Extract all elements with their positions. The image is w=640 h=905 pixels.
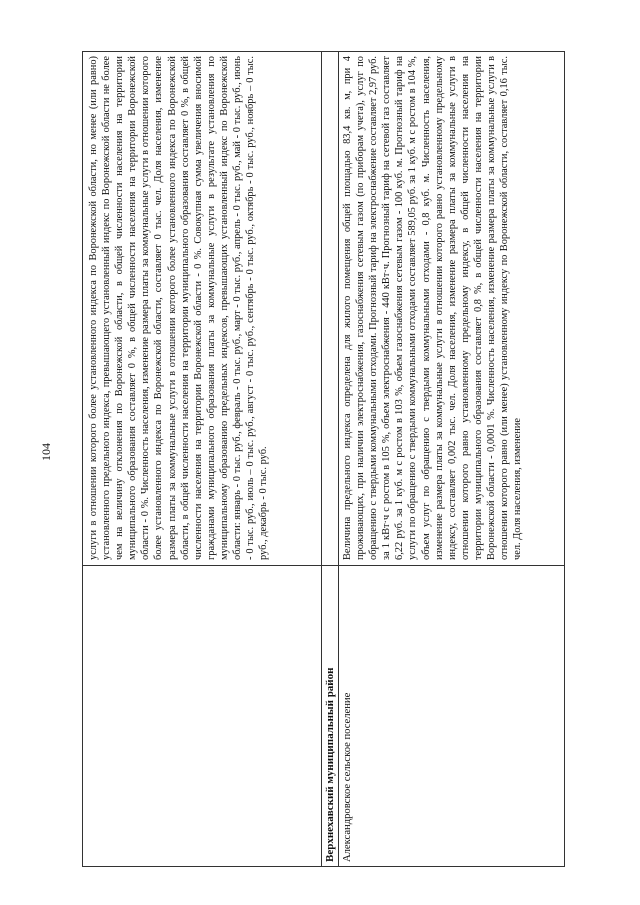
rotated-table-wrapper bbox=[82, 51, 565, 867]
page-number: 104 bbox=[39, 443, 53, 461]
prev-row-text: услуги в отношении которого более установленного индекса по Воронежской области, но менее (или равно) установленного предельного индекса, превышающего установленный индекс по Воронежской области не более чем на величину отклонения по Воронежской области, в общей численности населения на территории муниципального образования составляет 0 %, в общей численности населения на территории Воронежской области - 0 %. Численность населения, изменение размера платы за коммунальные услуги в отношении которого более установленного индекса по Воронежской области, составляет 0 тыс. чел. Доля населения, изменение размера платы за коммунальные услуги в отношении которого более установленного индекса по Воронежской области, в общей численности населения на территории муниципального образования составляет 0 %, в общей численности населения на территории Воронежской области - 0 %. Совокупная сумма увеличения вносимой гражданами муниципального образования платы за коммунальные услуги в результате установления по муниципальному образованию предельных индексов, превышающих установленный индекс по Воронежской области: январь - 0 тыс. руб., февраль - 0 тыс. руб., март - 0 тыс. руб., апрель - 0 тыс. руб., май - 0 тыс. руб., июнь - 0 тыс. руб., июль – 0 тыс. руб., август - 0 тыс. руб., сентябрь - 0 тыс. руб., октябрь - 0 тыс. руб., ноябрь – 0 тыс. руб., декабрь - 0 тыс. руб. bbox=[88, 56, 270, 560]
district-header: Верхнехавский муниципальный район bbox=[324, 667, 336, 862]
table-grid bbox=[82, 51, 565, 867]
rotated-table bbox=[82, 51, 565, 867]
row-divider-1 bbox=[321, 52, 322, 866]
column-divider bbox=[83, 565, 564, 566]
row-divider-2 bbox=[338, 52, 339, 866]
settlement-name: Александровское сельское поселение bbox=[342, 692, 353, 862]
settlement-text: Величина предельного индекса определена для жилого помещения общей площадью 83,4 кв. м, при 4 проживающих, при наличии электроснабжения, газоснабжения сетевым газом (по приборам учета), услуг по обращению с твердыми коммунальными отходами. Прогнозный тариф на электроснабжение составляет 2,97 руб. за 1 кВт·ч с ростом в 105 %, объем электроснабжения - 440 кВт·ч. Прогнозный тариф на сетевой газ составляет 6,22 руб. за 1 куб. м с ростом в 103 %, объем газоснабжения сетевым газом - 100 куб. м. Прогнозный тариф на услуги по обращению с твердыми коммунальными отходами составляет 589,05 руб. за 1 куб. м с ростом в 104 %, объем услуг по обращению с твердыми коммунальными отходами - 0,8 куб. м. Численность населения, изменение размера платы за коммунальные услуги в отношении которого равно установленному предельному индексу, составляет 0,002 тыс. чел. Доля населения, изменение размера платы за коммунальные услуги в отношении которого равно установленному предельному индексу, в общей численности населения на территории муниципального образования составляет 0,8 %, в общей численности населения на территории Воронежской области - 0,0001 %. Численность населения, изменение размера платы за коммунальные услуги в отношении которого равно (или менее) установленному индексу по Воронежской области, составляет 0,16 тыс. чел. Доля населения, изменение bbox=[342, 56, 524, 560]
